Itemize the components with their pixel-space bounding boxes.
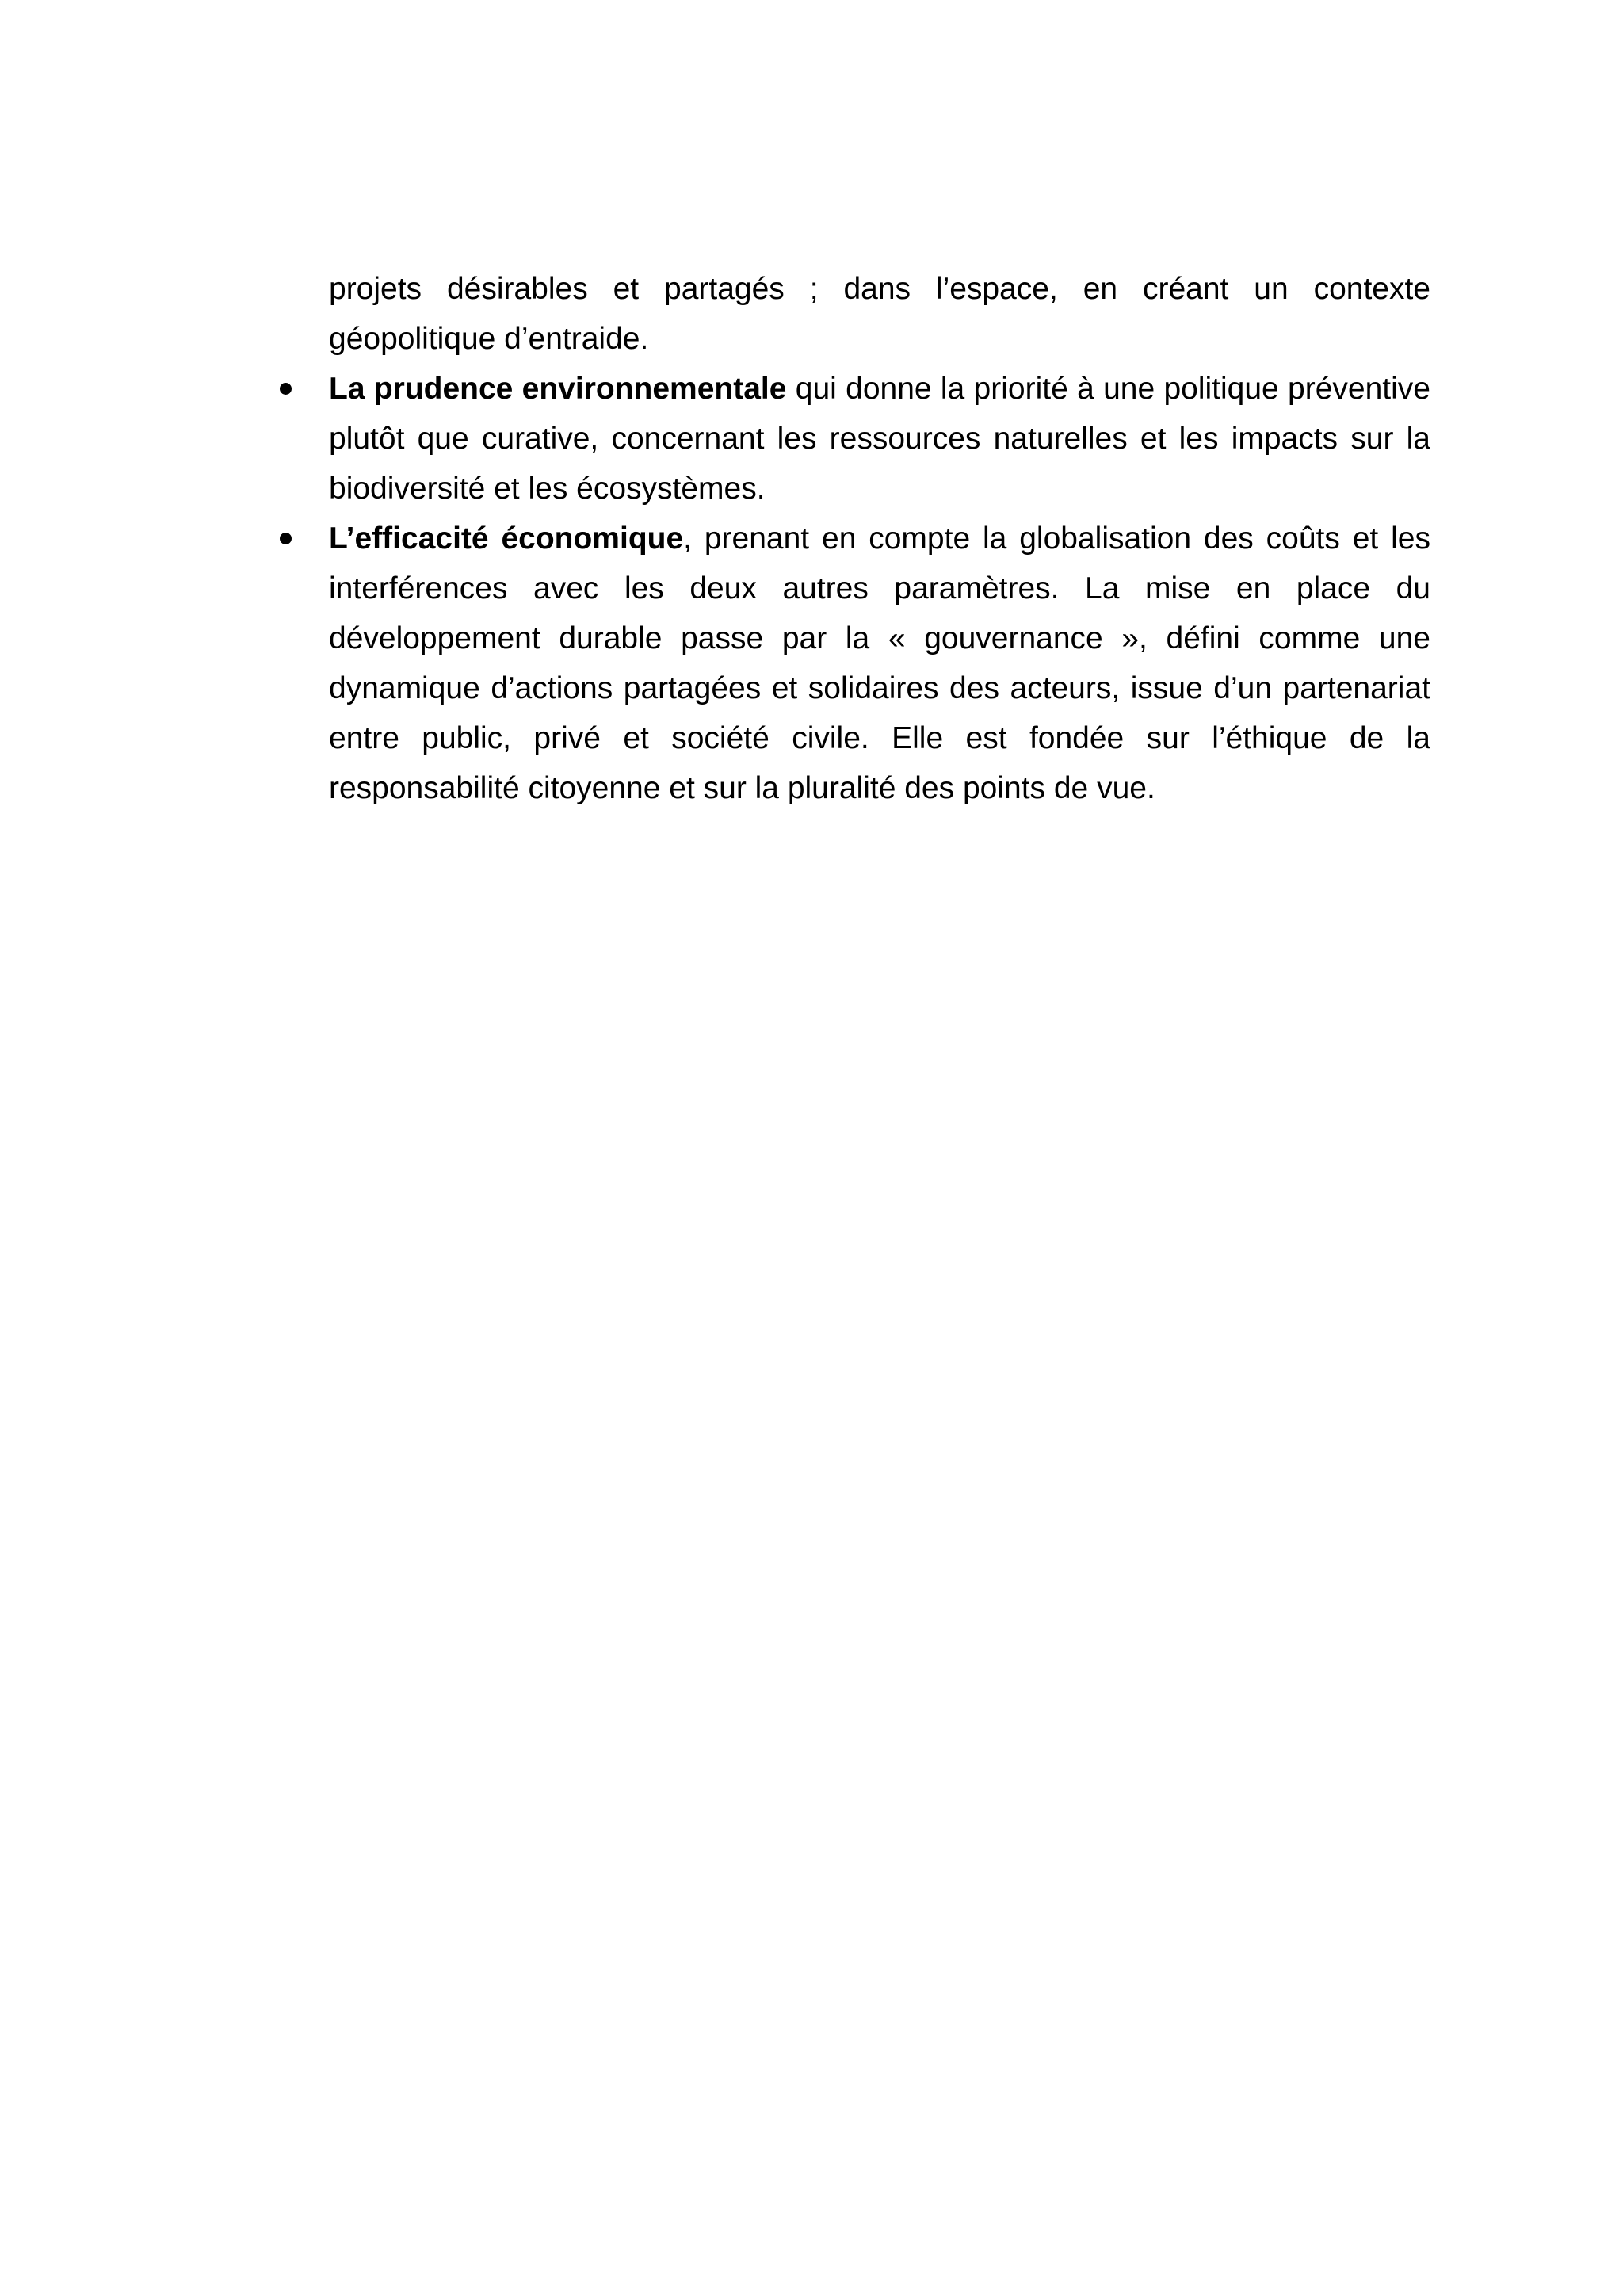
list-item-text: , prenant en compte la globalisation des coûts et les interférences avec les deux autres paramètres. La mise en place du développement durable passe par la « gouvernance », défini comme une dynamique d’actions partagées et solidaires des acteurs, issue d’un partenariat entre public, privé et société civile. Elle est fondée sur l’éthique de la responsabilité citoyenne et sur la pluralité des points de vue. [329, 521, 1430, 805]
continuation-paragraph: projets désirables et partagés ; dans l’espace, en créant un contexte géopolitique d’entraide. [329, 272, 1430, 356]
bullet-icon [280, 383, 292, 395]
list-item [329, 364, 1430, 514]
bullet-list [329, 364, 1430, 813]
list-item-text: qui donne la priorité à une politique préventive plutôt que curative, concernant les ressources naturelles et les impacts sur la biodiversité et les écosystèmes. [329, 372, 1430, 506]
list-item-bold-lead: L’efficacité économique [329, 521, 684, 556]
list-item-bold-lead: La prudence environnementale [329, 372, 787, 406]
bullet-icon [280, 533, 292, 544]
list-item [329, 514, 1430, 813]
document-body [329, 264, 1430, 813]
